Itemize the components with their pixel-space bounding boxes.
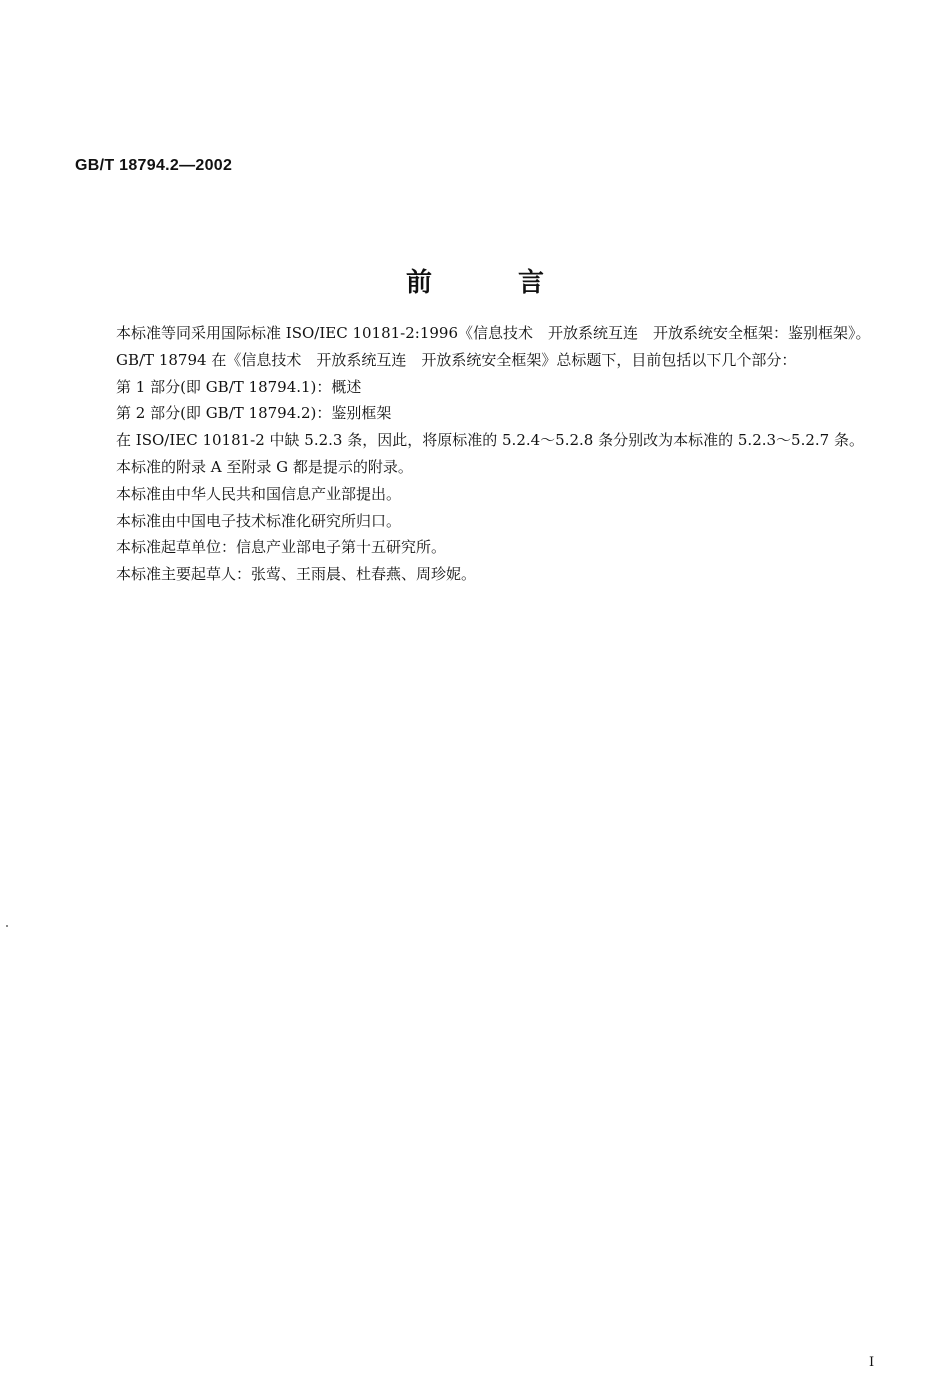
foreword-body — [78, 320, 898, 588]
page-title: 前言 — [405, 268, 630, 298]
standard-code: GB/T 18794.2—2002 — [75, 157, 233, 174]
paragraph-part-1: 第 1 部分(即 GB/T 18794.1)：概述 — [116, 377, 362, 396]
paragraph-centralized-by: 本标准由中国电子技术标准化研究所归口。 — [116, 511, 402, 530]
paragraph-annexes: 本标准的附录 A 至附录 G 都是提示的附录。 — [116, 457, 413, 476]
paragraph-clause-renumbering: 在 ISO/IEC 10181-2 中缺 5.2.3 条，因此，将原标准的 5.2.4～5.2.8 条分别改为本标准的 5.2.3～5.2.7 条。 — [116, 431, 864, 450]
paragraph-drafting-unit: 本标准起草单位：信息产业部电子第十五研究所。 — [116, 538, 447, 557]
paragraph-adoption: 本标准等同采用国际标准 ISO/IEC 10181-2:1996《信息技术 开放系统互连 开放系统安全框架：鉴别框架》。 — [116, 324, 871, 342]
paragraph-proposed-by: 本标准由中华人民共和国信息产业部提出。 — [116, 484, 402, 503]
scan-speck — [6, 925, 8, 927]
paragraph-drafters: 本标准主要起草人：张莺、王雨晨、杜春燕、周珍妮。 — [116, 565, 477, 584]
paragraph-part-2: 第 2 部分(即 GB/T 18794.2)：鉴别框架 — [116, 404, 392, 423]
page-number: I — [869, 1355, 875, 1370]
paragraph-series-parts: GB/T 18794 在《信息技术 开放系统互连 开放系统安全框架》总标题下，目前包括以下几个部分： — [116, 350, 797, 369]
